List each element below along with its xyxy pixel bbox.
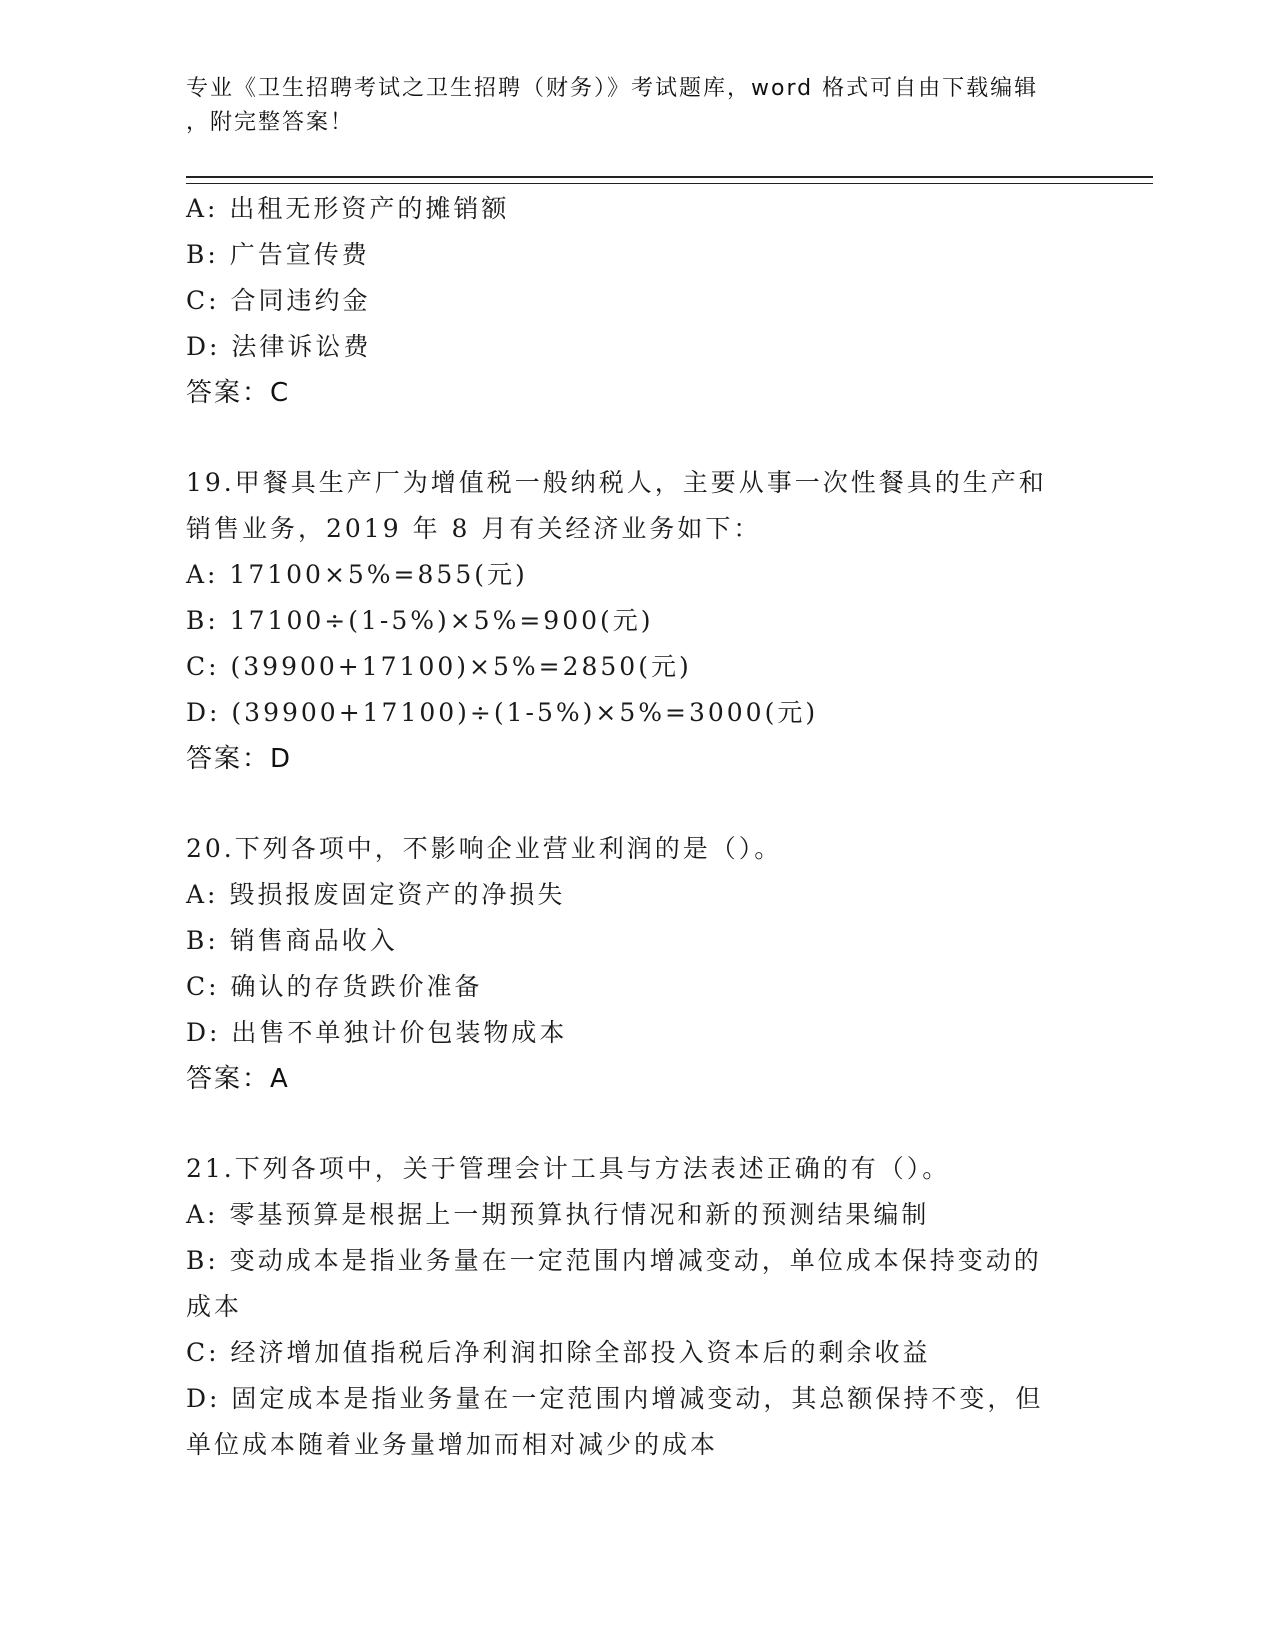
spacer	[186, 416, 1086, 460]
question-stem: 19.甲餐具生产厂为增值税一般纳税人，主要从事一次性餐具的生产和	[186, 468, 1047, 497]
question-stem: 销售业务，2019 年 8 月有关经济业务如下：	[186, 514, 762, 543]
question-stem: 21.下列各项中，关于管理会计工具与方法表述正确的有（）。	[186, 1154, 951, 1183]
option-a: A: 毁损报废固定资产的净损失	[186, 880, 566, 909]
spacer	[186, 1102, 1086, 1146]
option-d: D: 固定成本是指业务量在一定范围内增减变动，其总额保持不变，但	[186, 1384, 1044, 1413]
option-b-continued: 成本	[186, 1292, 243, 1321]
option-d-continued: 单位成本随着业务量增加而相对减少的成本	[186, 1430, 719, 1459]
question-stem: 20.下列各项中，不影响企业营业利润的是（）。	[186, 834, 783, 863]
question-21	[186, 1146, 1086, 1468]
option-a: A: 17100×5%=855(元)	[186, 560, 528, 589]
header-line-1: 专业《卫生招聘考试之卫生招聘（财务）》考试题库，word 格式可自由下载编辑	[186, 76, 1039, 101]
header-line-2: ，附完整答案！	[186, 110, 355, 135]
option-a: A: 出租无形资产的摊销额	[186, 194, 510, 223]
answer: 答案：A	[186, 1064, 290, 1094]
option-c: C: 经济增加值指税后净利润扣除全部投入资本后的剩余收益	[186, 1338, 931, 1367]
option-a: A: 零基预算是根据上一期预算执行情况和新的预测结果编制	[186, 1200, 930, 1229]
option-d: D: 法律诉讼费	[186, 332, 372, 361]
question-20	[186, 826, 1086, 1102]
answer: 答案：D	[186, 744, 293, 774]
option-c: C: (39900+17100)×5%=2850(元)	[186, 652, 692, 681]
option-c: C: 合同违约金	[186, 286, 371, 315]
question-18	[186, 186, 1086, 416]
header-rule	[186, 176, 1153, 184]
option-b: B: 17100÷(1-5%)×5%=900(元)	[186, 606, 654, 635]
question-19	[186, 460, 1086, 782]
option-b: B: 销售商品收入	[186, 926, 398, 955]
option-d: D: (39900+17100)÷(1-5%)×5%=3000(元)	[186, 698, 819, 727]
document-body	[186, 186, 1086, 1468]
option-b: B: 广告宣传费	[186, 240, 370, 269]
answer: 答案：C	[186, 378, 291, 408]
option-b: B: 变动成本是指业务量在一定范围内增减变动，单位成本保持变动的	[186, 1246, 1042, 1275]
spacer	[186, 782, 1086, 826]
page-header	[186, 72, 1086, 140]
option-d: D: 出售不单独计价包装物成本	[186, 1018, 568, 1047]
option-c: C: 确认的存货跌价准备	[186, 972, 483, 1001]
